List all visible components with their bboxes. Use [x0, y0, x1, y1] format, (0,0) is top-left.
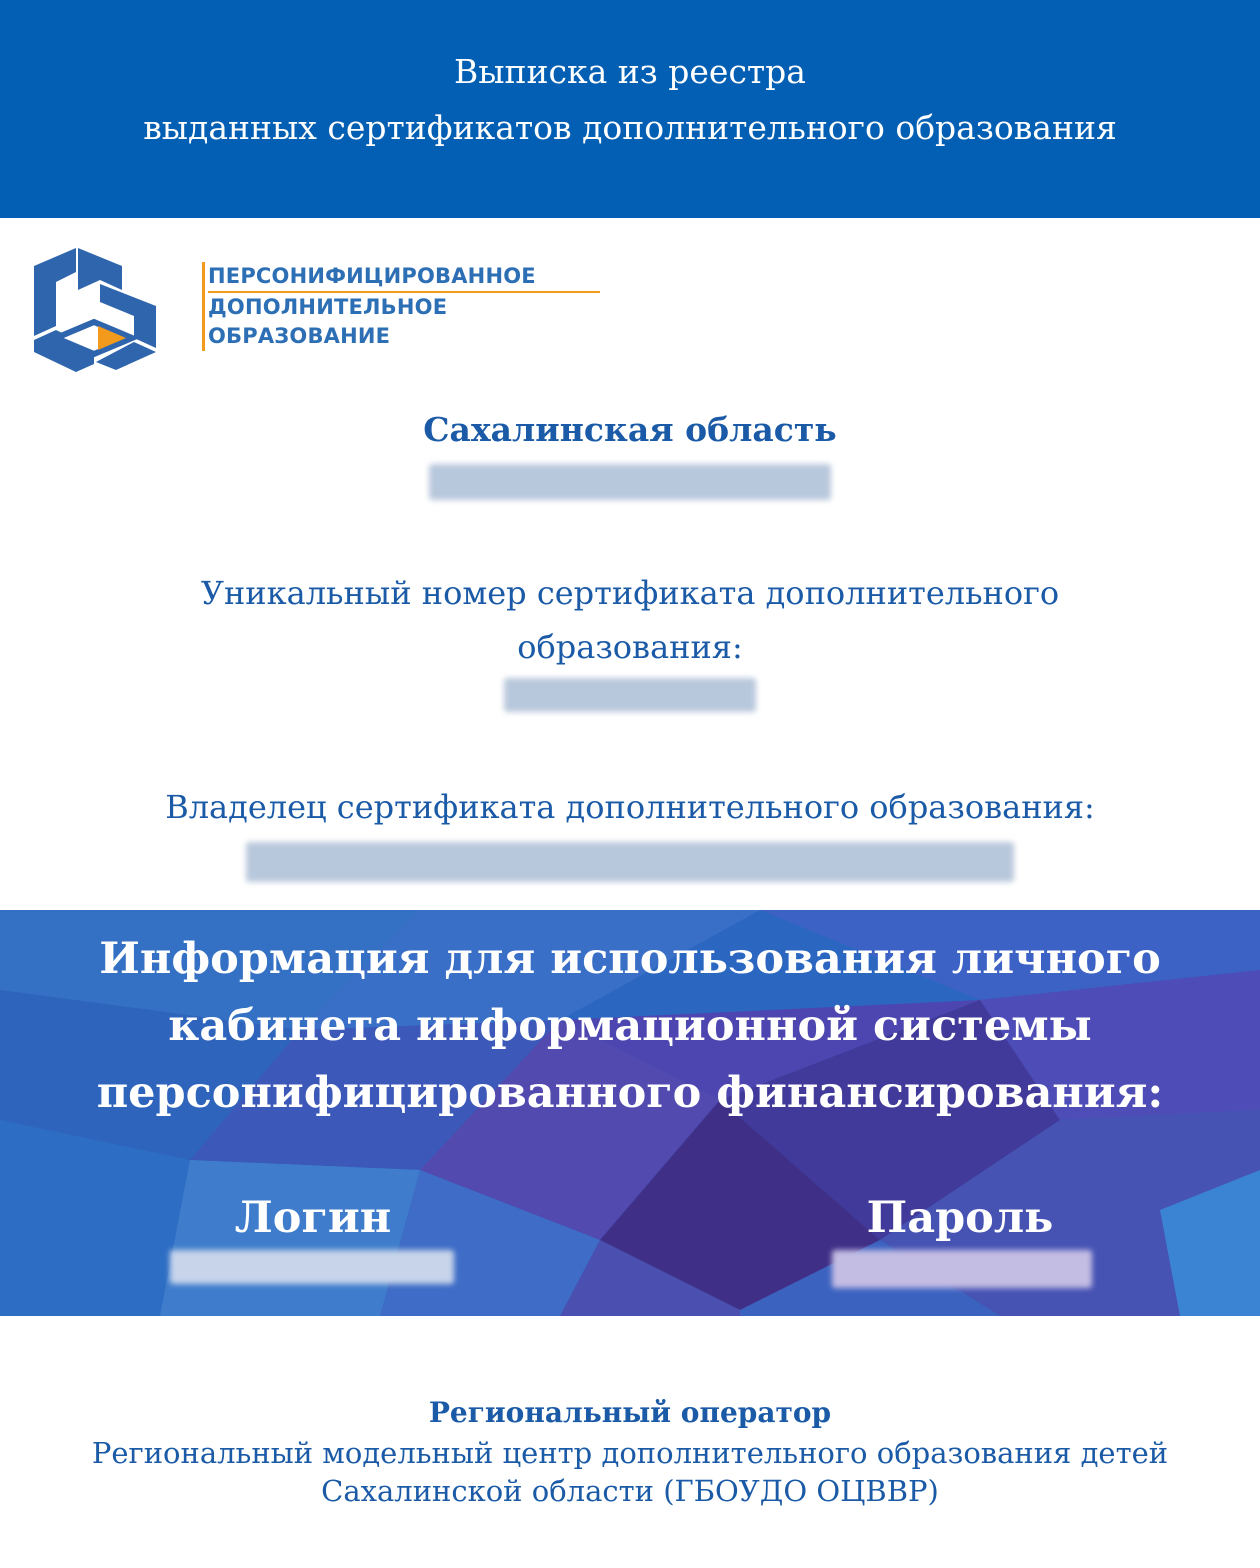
- cabinet-info-line2: кабинета информационной системы: [168, 1001, 1092, 1051]
- redacted-password: [832, 1250, 1092, 1288]
- certificate-number-redacted: [0, 678, 1260, 716]
- district-name-redacted: [0, 464, 1260, 504]
- header-title-line2: выданных сертификатов дополнительного образования: [143, 108, 1117, 147]
- password-label: Пароль: [866, 1193, 1054, 1243]
- certificate-number-label: [0, 566, 1260, 674]
- certificate-owner-label: Владелец сертификата дополнительного образования:: [165, 788, 1095, 826]
- login-label: Логин: [234, 1193, 392, 1243]
- region-name: Сахалинская область: [423, 410, 837, 449]
- regional-operator-line2: Сахалинской области (ГБОУДО ОЦВВР): [321, 1474, 939, 1508]
- cabinet-info-heading: [0, 926, 1260, 1127]
- header-title-line1: Выписка из реестра: [454, 52, 806, 91]
- cabinet-info-line3: персонифицированного финансирования:: [96, 1068, 1164, 1118]
- cabinet-info-line1: Информация для использования личного: [99, 934, 1161, 984]
- logo-line1: ПЕРСОНИФИЦИРОВАННОЕ: [208, 262, 600, 293]
- logo-line2: ДОПОЛНИТЕЛЬНОЕ: [208, 295, 448, 319]
- logo-wordmark: [202, 262, 600, 351]
- certificate-number-label-line1: Уникальный номер сертификата дополнительного: [200, 574, 1060, 612]
- certificate-owner-redacted: [0, 842, 1260, 886]
- redacted-district: [429, 464, 831, 500]
- redacted-login: [170, 1250, 454, 1284]
- certificate-number-label-line2: образования:: [517, 628, 743, 666]
- credentials-banner: [0, 910, 1260, 1316]
- regional-operator-line1: Региональный модельный центр дополнительного образования детей: [91, 1436, 1169, 1470]
- pdo-logo: [26, 244, 586, 374]
- regional-operator-org: [0, 1434, 1260, 1510]
- regional-operator-title: Региональный оператор: [428, 1396, 832, 1429]
- cube-play-icon: [26, 244, 166, 374]
- redacted-certificate-number: [504, 678, 756, 712]
- logo-line3: ОБРАЗОВАНИЕ: [208, 324, 391, 348]
- document-header: [0, 0, 1260, 218]
- redacted-owner-name: [246, 842, 1014, 882]
